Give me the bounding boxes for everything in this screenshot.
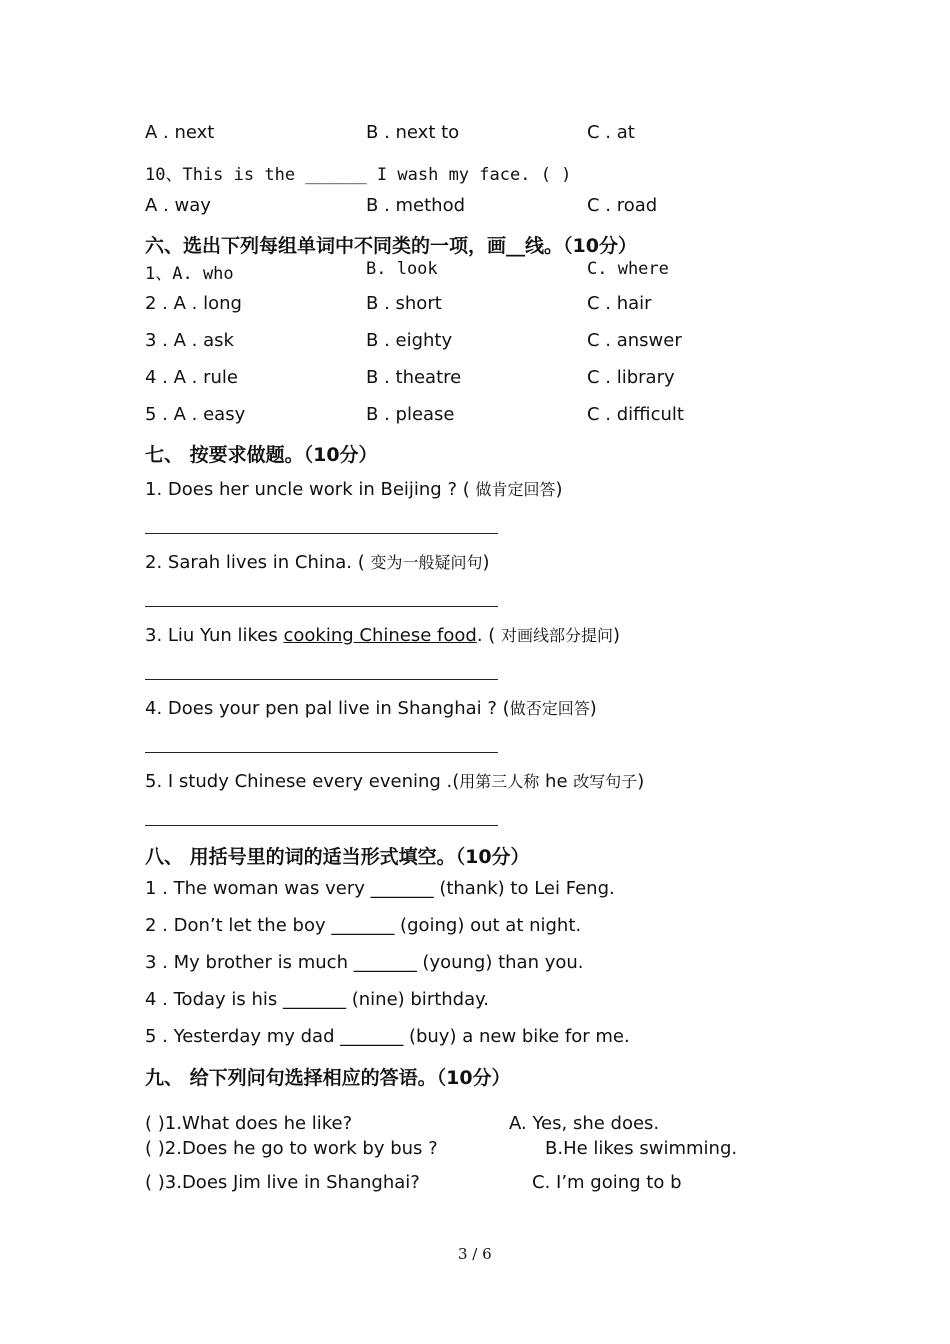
s6-row5-c: C . difficult: [587, 404, 684, 425]
s6-row1-a: 1、A. who: [145, 264, 234, 284]
option-a: A . next: [145, 122, 215, 143]
section-8-title: 八、 用括号里的词的适当形式填空。（10分）: [145, 846, 530, 868]
s6-row3-c: C . answer: [587, 330, 682, 351]
s6-row2-a: 2 . A . long: [145, 293, 242, 314]
s7-question-4: [145, 696, 597, 719]
s7-q3-end: ): [613, 625, 621, 646]
answer-line-5[interactable]: [145, 825, 498, 826]
s7-q5-mid: he: [539, 771, 574, 792]
s6-row4-b: B . theatre: [366, 367, 462, 388]
s7-q2-end: ): [482, 552, 490, 573]
s7-q5-note: 用第三人称: [459, 772, 540, 791]
s7-q3-text: . (: [476, 625, 501, 646]
s8-item-4: 4 . Today is his _______ (nine) birthday.: [145, 989, 489, 1010]
s7-q4-note: 做否定回答: [509, 699, 590, 718]
page-number: 3 / 6: [458, 1245, 492, 1263]
s7-q5-text: 5. I study Chinese every evening .(: [145, 771, 460, 792]
s7-q1-end: ): [555, 479, 563, 500]
s6-row5-b: B . please: [366, 404, 455, 425]
question-10: 10、This is the ______ I wash my face. ( ): [145, 165, 572, 185]
s7-question-3: [145, 623, 620, 646]
s8-item-2: 2 . Don’t let the boy _______ (going) out at night.: [145, 915, 582, 936]
s6-row3-a: 3 . A . ask: [145, 330, 234, 351]
s7-question-2: [145, 550, 490, 573]
s6-row4-a: 4 . A . rule: [145, 367, 238, 388]
s6-row5-a: 5 . A . easy: [145, 404, 246, 425]
answer-line-3[interactable]: [145, 679, 498, 680]
s8-item-5: 5 . Yesterday my dad _______ (buy) a new bike for me.: [145, 1026, 630, 1047]
s7-q3-underlined: cooking Chinese food: [283, 625, 477, 646]
s6-row2-c: C . hair: [587, 293, 652, 314]
q10-option-c: C . road: [587, 195, 658, 216]
s7-q5-end: ): [637, 771, 645, 792]
answer-line-2[interactable]: [145, 606, 498, 607]
s9-answer-c: C. I’m going to b: [532, 1172, 682, 1193]
s9-question-3: ( )3.Does Jim live in Shanghai?: [145, 1172, 420, 1193]
s6-row4-c: C . library: [587, 367, 675, 388]
s7-q3-pre: 3. Liu Yun likes: [145, 625, 284, 646]
s9-question-1: ( )1.What does he like?: [145, 1113, 353, 1134]
s8-item-1: 1 . The woman was very _______ (thank) to Lei Feng.: [145, 878, 615, 899]
section-6-title: 六、选出下列每组单词中不同类的一项，画__线。（10分）: [145, 235, 637, 257]
s7-q5-note2: 改写句子: [573, 772, 638, 791]
option-c: C . at: [587, 122, 635, 143]
s9-answer-a: A. Yes, she does.: [509, 1113, 660, 1134]
s9-question-2: ( )2.Does he go to work by bus ?: [145, 1138, 438, 1159]
s7-q2-text: 2. Sarah lives in China. (: [145, 552, 371, 573]
q10-option-b: B . method: [366, 195, 466, 216]
option-b: B . next to: [366, 122, 460, 143]
section-7-title: 七、 按要求做题。（10分）: [145, 444, 378, 466]
s7-q4-text: 4. Does your pen pal live in Shanghai ? (: [145, 698, 510, 719]
s7-q1-note: 做肯定回答: [475, 480, 556, 499]
q10-option-a: A . way: [145, 195, 211, 216]
section-9-title: 九、 给下列问句选择相应的答语。（10分）: [145, 1067, 511, 1089]
s7-question-1: [145, 477, 563, 500]
s9-answer-b: B.He likes swimming.: [545, 1138, 738, 1159]
s7-q2-note: 变为一般疑问句: [370, 553, 483, 572]
s7-question-5: [145, 769, 644, 792]
s6-row2-b: B . short: [366, 293, 442, 314]
s6-row1-c: C. where: [587, 259, 669, 279]
s7-q1-text: 1. Does her uncle work in Beijing ? (: [145, 479, 476, 500]
answer-line-1[interactable]: [145, 533, 498, 534]
s7-q4-end: ): [589, 698, 597, 719]
s6-row3-b: B . eighty: [366, 330, 453, 351]
s8-item-3: 3 . My brother is much _______ (young) than you.: [145, 952, 584, 973]
answer-line-4[interactable]: [145, 752, 498, 753]
s6-row1-b: B. look: [366, 259, 438, 279]
s7-q3-note: 对画线部分提问: [501, 626, 614, 645]
